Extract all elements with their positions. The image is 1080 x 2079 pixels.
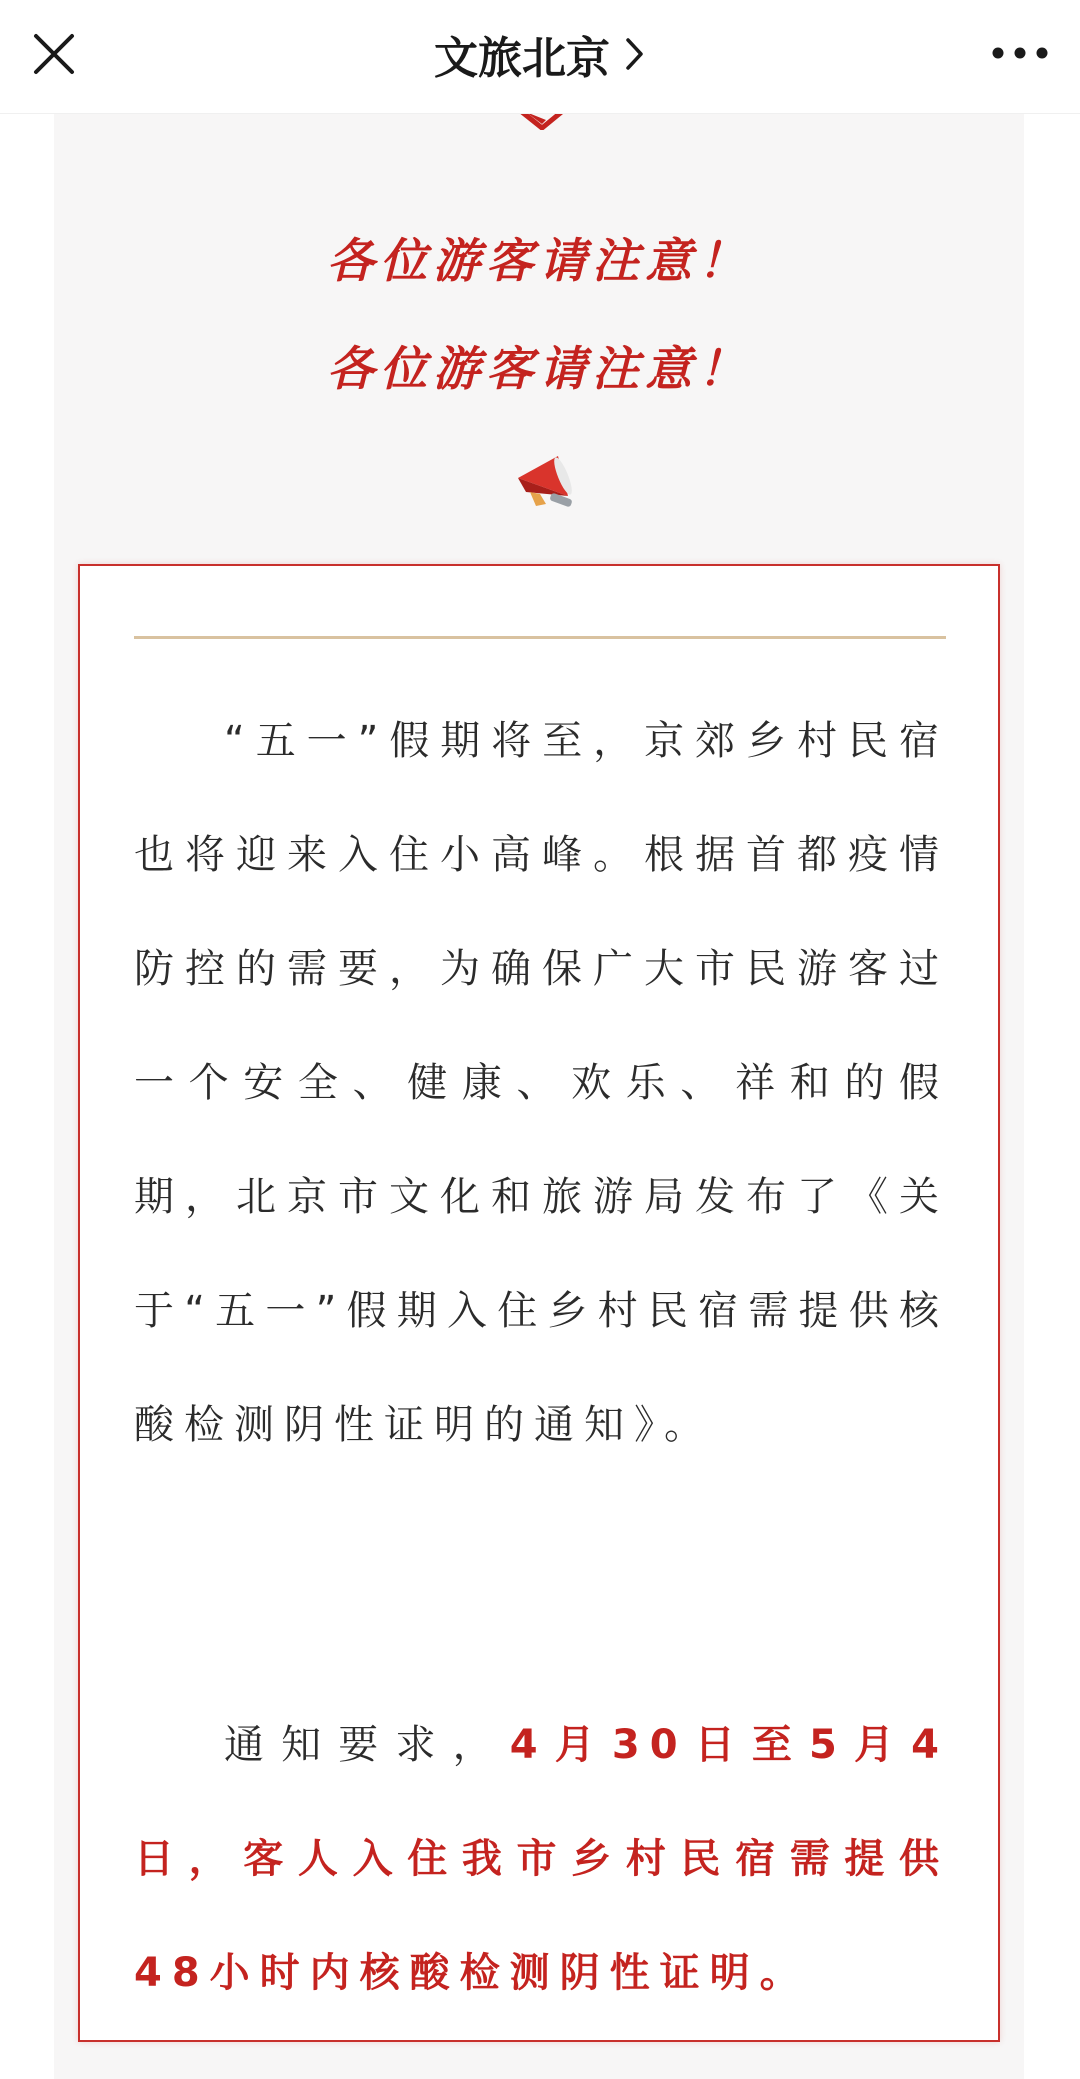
notice-requirement-emphasis: 4月30日至5月4日，客人入住我市乡村民宿需提供48小时内核酸检测阴性证明。 xyxy=(134,1722,949,1996)
account-name[interactable]: 文旅北京 xyxy=(434,32,610,84)
megaphone-icon xyxy=(514,452,580,514)
notice-requirement-lead: 通知要求， xyxy=(224,1722,510,1768)
account-title-link[interactable] xyxy=(434,22,646,86)
article-body[interactable] xyxy=(54,114,1024,2079)
notice-box xyxy=(78,564,1000,2042)
divider-line xyxy=(134,636,946,639)
chevron-right-icon[interactable] xyxy=(624,36,646,72)
headline-attention-1: 各位游客请注意！ xyxy=(327,234,751,289)
headline-attention-2: 各位游客请注意！ xyxy=(327,342,751,397)
close-icon[interactable] xyxy=(30,30,78,78)
notice-paragraph-1: “五一”假期将至，京郊乡村民宿也将迎来入住小高峰。根据首都疫情防控的需要，为确保广大市民游客过一个安全、健康、欢乐、祥和的假期，北京市文化和旅游局发布了《关于“五一”假期入住乡村民宿需提供核酸检测阴性证明的通知》。 xyxy=(134,718,949,1448)
more-horizontal-icon[interactable] xyxy=(990,30,1050,76)
notice-paragraph-2 xyxy=(134,1688,949,2030)
top-navigation-bar xyxy=(0,0,1080,114)
